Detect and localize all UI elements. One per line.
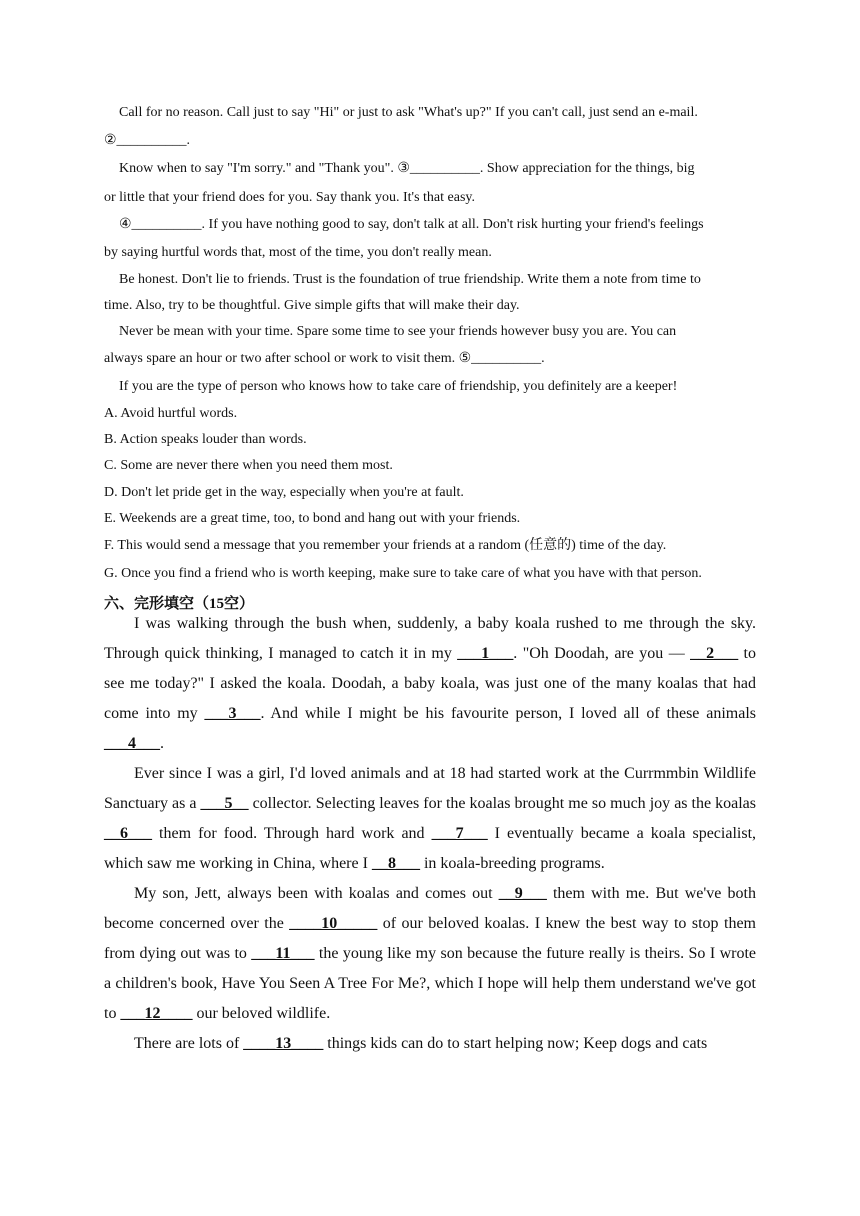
passage-line: or little that your friend does for you. Say thank you. It's that easy. (104, 190, 475, 205)
cloze-text: to see me today?" I asked the koala. Doodah, a baby koala, was just one of the many koalas that had come into my (104, 645, 756, 722)
cloze-passage (104, 609, 756, 1059)
cloze-blank[interactable]: ___4___ (104, 735, 160, 752)
cloze-paragraph (104, 759, 756, 879)
cloze-text: collector. Selecting leaves for the koalas brought me so much joy as the koalas (248, 795, 757, 812)
cloze-blank[interactable]: ___12____ (120, 1005, 193, 1022)
cloze-text: There are lots of (134, 1035, 244, 1052)
cloze-blank[interactable]: ____10_____ (289, 915, 378, 932)
cloze-paragraph (104, 1029, 756, 1059)
cloze-blank[interactable]: __6___ (104, 825, 152, 842)
cloze-blank[interactable]: ____13____ (243, 1035, 324, 1052)
cloze-text: the young like my son because the future really is theirs. So I wrote a children's book, Have You Seen A Tree For Me?, which I hope will help them understand we've got to (104, 945, 757, 1022)
cloze-blank[interactable]: ___11___ (251, 945, 315, 962)
cloze-paragraph (104, 609, 756, 759)
cloze-paragraph (104, 879, 756, 1029)
cloze-blank[interactable]: __9___ (498, 885, 547, 902)
cloze-text: My son, Jett, always been with koalas and comes out (134, 885, 499, 902)
cloze-blank[interactable]: ___1___ (457, 645, 514, 662)
cloze-text: our beloved wildlife. (192, 1005, 331, 1022)
passage-line: ②__________. (104, 133, 191, 148)
passage-line: If you are the type of person who knows how to take care of friendship, you definitely are a keeper! (119, 379, 678, 394)
cloze-text: . (160, 735, 164, 752)
cloze-blank[interactable]: ___3___ (204, 705, 261, 722)
cloze-blank[interactable]: __8___ (371, 855, 420, 872)
passage-line: time. Also, try to be thoughtful. Give simple gifts that will make their day. (104, 298, 520, 313)
option-item: E. Weekends are a great time, too, to bond and hang out with your friends. (104, 511, 521, 526)
cloze-text: I was walking through the bush when, suddenly, a baby koala rushed to me through the sky. Through quick thinking, I managed to catch it in my (104, 615, 756, 662)
cloze-text: them for food. Through hard work and (152, 825, 432, 842)
passage-line: Be honest. Don't lie to friends. Trust is the foundation of true friendship. Write them a note from time to (119, 272, 701, 287)
option-item: G. Once you find a friend who is worth keeping, make sure to take care of what you have with that person. (104, 566, 702, 581)
cloze-blank[interactable]: ___5__ (200, 795, 249, 812)
passage-line: Never be mean with your time. Spare some time to see your friends however busy you are. You can (119, 324, 677, 339)
cloze-blank[interactable]: ___7___ (431, 825, 488, 842)
cloze-blank[interactable]: __2___ (690, 645, 739, 662)
passage-line: Know when to say "I'm sorry." and "Thank you". ③__________. Show appreciation for the things, big (119, 161, 695, 176)
cloze-text: . And while I might be his favourite person, I loved all of these animals (260, 705, 757, 722)
option-item: D. Don't let pride get in the way, especially when you're at fault. (104, 485, 464, 500)
passage-line: always spare an hour or two after school or work to visit them. ⑤__________. (104, 351, 545, 366)
option-item: F. This would send a message that you remember your friends at a random (任意的) time of the day. (104, 538, 667, 553)
passage-line: ④__________. If you have nothing good to say, don't talk at all. Don't risk hurting your friend's feelings (119, 217, 704, 232)
cloze-text: . "Oh Doodah, are you — (513, 645, 691, 662)
cloze-text: things kids can do to start helping now; Keep dogs and cats (323, 1035, 708, 1052)
passage-line: Call for no reason. Call just to say "Hi" or just to ask "What's up?" If you can't call, just send an e-mail. (119, 105, 698, 120)
cloze-text: them with me. But we've both become concerned over the (104, 885, 757, 932)
cloze-text: I eventually became a koala specialist, which saw me working in China, where I (104, 825, 757, 872)
cloze-text: of our beloved koalas. I knew the best way to stop them from dying out was to (104, 915, 756, 962)
option-item: A. Avoid hurtful words. (104, 406, 238, 421)
passage-line: by saying hurtful words that, most of the time, you don't really mean. (104, 245, 492, 260)
cloze-text: in koala-breeding programs. (419, 855, 605, 872)
option-item: B. Action speaks louder than words. (104, 432, 307, 447)
option-item: C. Some are never there when you need them most. (104, 458, 393, 473)
section-title: 六、完形填空（15空） (104, 596, 255, 612)
cloze-text: Ever since I was a girl, I'd loved animals and at 18 had started work at the Currmmbin Wildlife Sanctuary as a (104, 765, 756, 812)
